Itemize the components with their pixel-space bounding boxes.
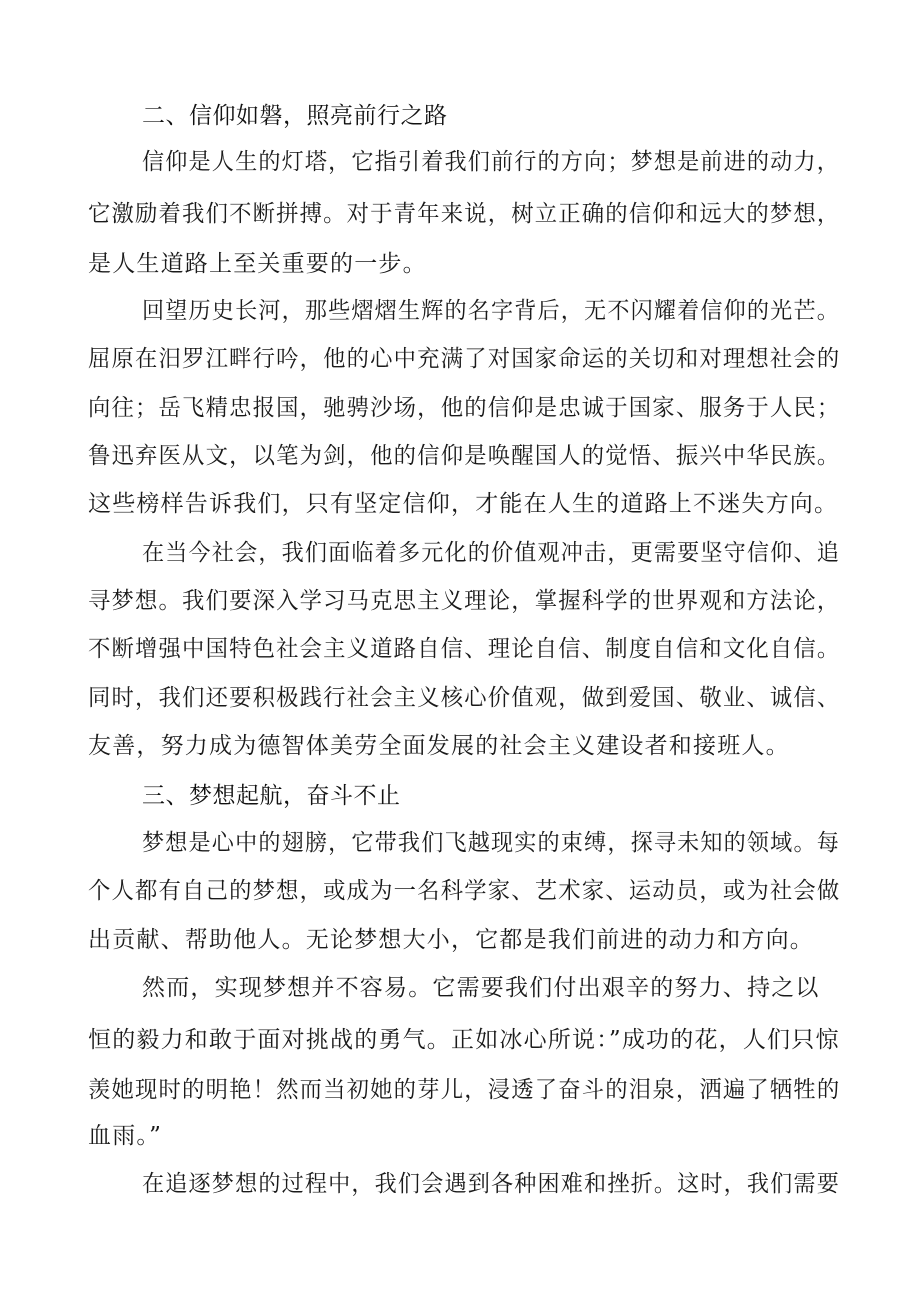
paragraph-line: 在追逐梦想的过程中，我们会遇到各种困难和挫折。这时，我们需要 — [142, 1171, 840, 1197]
paragraph-line: 不断增强中国特色社会主义道路自信、理论自信、制度自信和文化自信。 — [88, 636, 841, 662]
paragraph-line: 然而，实现梦想并不容易。它需要我们付出艰辛的努力、持之以 — [142, 975, 820, 1001]
paragraph-line: 信仰是人生的灯塔，它指引着我们前行的方向；梦想是前进的动力， — [142, 149, 840, 175]
paragraph-line: 羡她现时的明艳！然而当初她的芽儿，浸透了奋斗的泪泉，洒遍了牺牲的 — [88, 1077, 841, 1103]
paragraph-line: 寻梦想。我们要深入学习马克思主义理论，掌握科学的世界观和方法论， — [88, 588, 841, 614]
paragraph-line: 友善，努力成为德智体美劳全面发展的社会主义建设者和接班人。 — [88, 733, 790, 759]
paragraph-line: 同时，我们还要积极践行社会主义核心价值观，做到爱国、敬业、诚信、 — [88, 685, 841, 711]
paragraph-line: 屈原在汨罗江畔行吟，他的心中充满了对国家命运的关切和对理想社会的 — [88, 346, 841, 372]
paragraph-line: 血雨。” — [88, 1123, 163, 1149]
paragraph-line: 向往；岳飞精忠报国，驰骋沙场，他的信仰是忠诚于国家、服务于人民； — [88, 395, 841, 421]
paragraph-line: 在当今社会，我们面临着多元化的价值观冲击，更需要坚守信仰、追 — [142, 540, 840, 566]
section-heading-3: 三、梦想起航，奋斗不止 — [142, 783, 401, 809]
paragraph-line: 梦想是心中的翅膀，它带我们飞越现实的束缚，探寻未知的领域。每 — [142, 830, 840, 856]
paragraph-line: 鲁迅弃医从文，以笔为剑，他的信仰是唤醒国人的觉悟、振兴中华民族。 — [88, 443, 841, 469]
paragraph-line: 这些榜样告诉我们，只有坚定信仰，才能在人生的道路上不迷失方向。 — [88, 491, 839, 517]
paragraph-line: 它激励着我们不断拼搏。对于青年来说，树立正确的信仰和远大的梦想， — [88, 201, 841, 227]
paragraph-line: 出贡献、帮助他人。无论梦想大小，它都是我们前进的动力和方向。 — [88, 927, 814, 953]
paragraph-line: 恒的毅力和敢于面对挑战的勇气。正如冰心所说：”成功的花，人们只惊 — [88, 1027, 840, 1053]
section-heading-2: 二、信仰如磐，照亮前行之路 — [142, 103, 448, 129]
paragraph-line: 回望历史长河，那些熠熠生辉的名字背后，无不闪耀着信仰的光芒。 — [142, 298, 840, 324]
paragraph-line: 个人都有自己的梦想，或成为一名科学家、艺术家、运动员，或为社会做 — [88, 878, 841, 904]
paragraph-line: 是人生道路上至关重要的一步。 — [88, 251, 427, 277]
